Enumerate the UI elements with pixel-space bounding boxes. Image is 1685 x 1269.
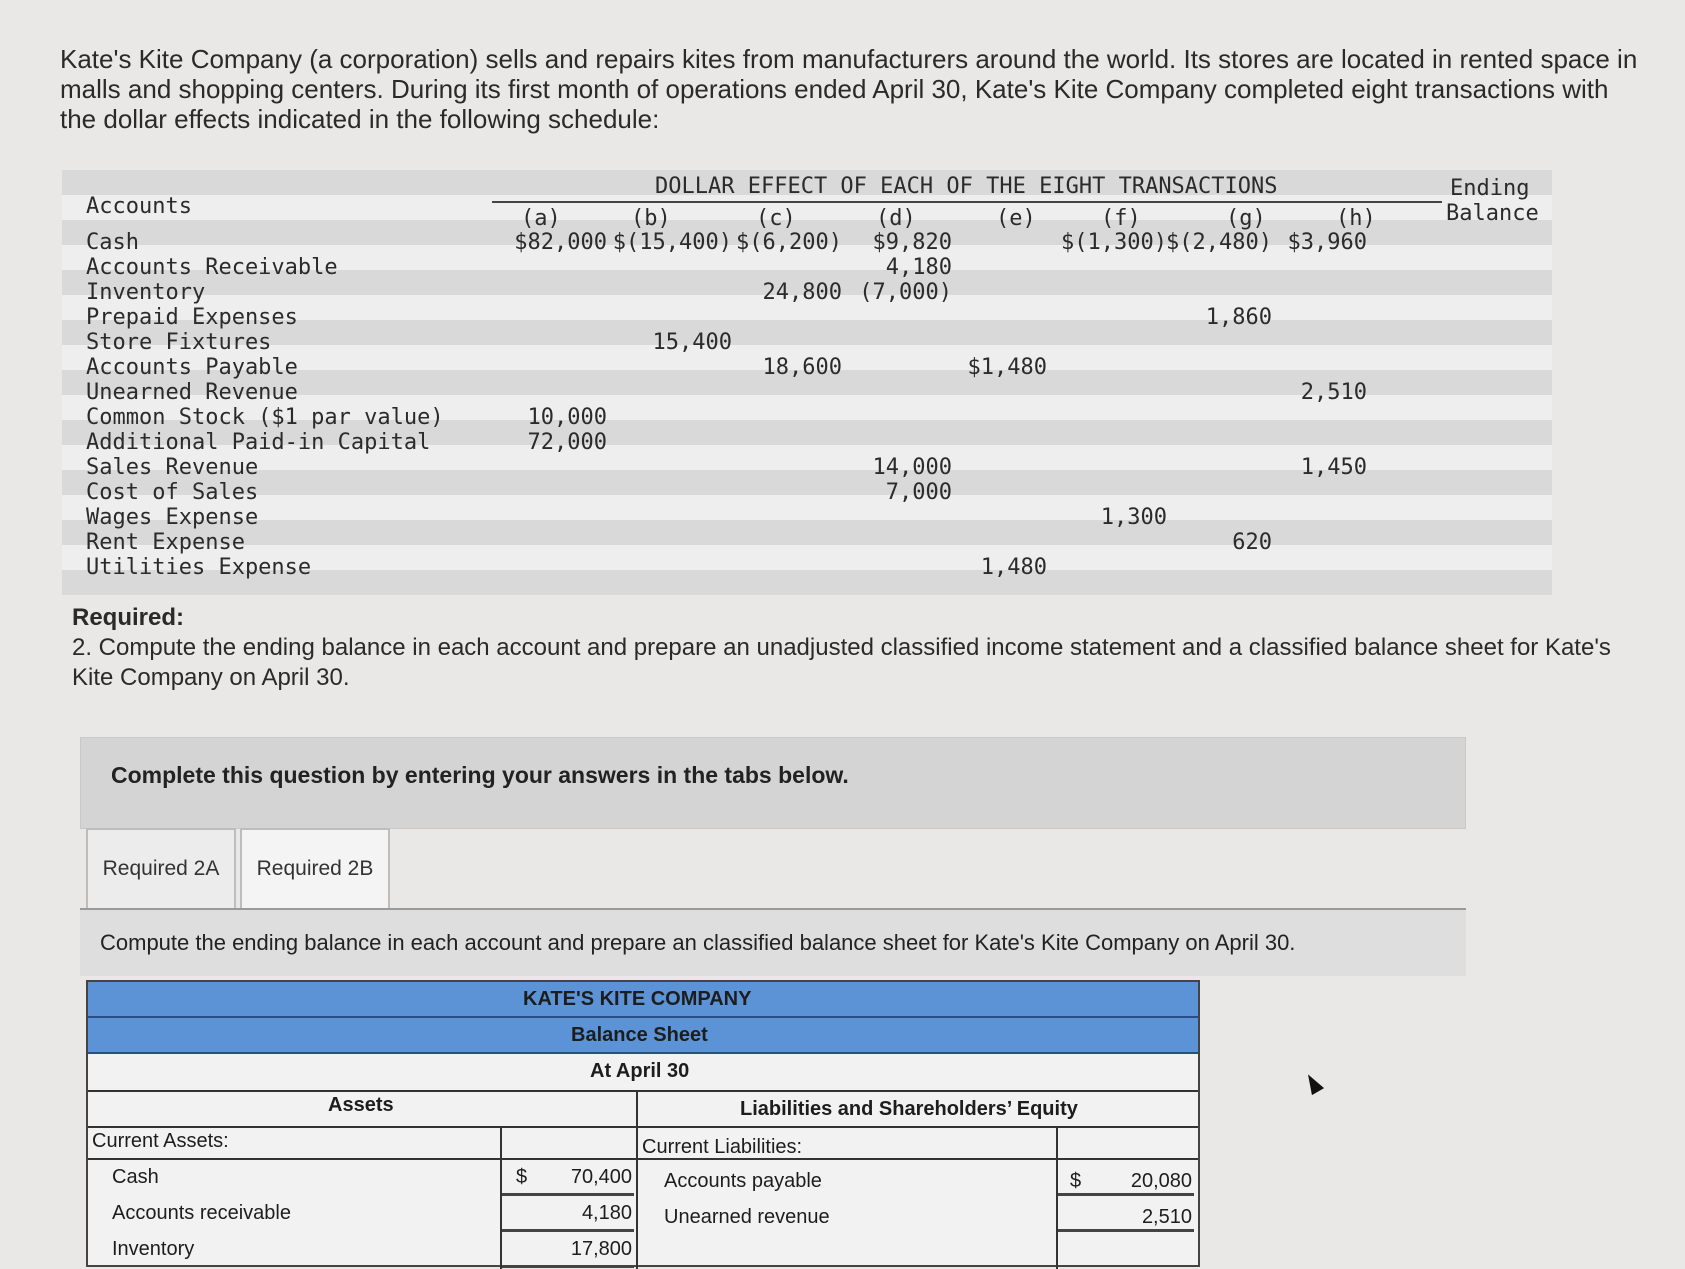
account-name: Rent Expense: [86, 530, 245, 555]
transaction-value: 4,180: [885, 255, 952, 280]
transaction-value: 1,480: [980, 555, 1047, 580]
liability-amount: 2,510: [1141, 1206, 1192, 1228]
column-header: (e): [996, 206, 1036, 231]
transaction-value: 15,400: [652, 330, 732, 355]
transaction-value: 10,000: [527, 405, 607, 430]
transaction-value: 1,860: [1205, 305, 1272, 330]
assets-header: Assets: [328, 1094, 394, 1116]
transaction-value: 18,600: [762, 355, 842, 380]
account-name: Cash: [86, 230, 139, 255]
ending-balance-header-2: Balance: [1446, 201, 1539, 226]
schedule-header-title: DOLLAR EFFECT OF EACH OF THE EIGHT TRANSACTIONS: [655, 174, 1278, 199]
required-text: 2. Compute the ending balance in each account and prepare an unadjusted classified income statement and a classified balance sheet for Kate's Kite Company on April 30.: [72, 634, 1611, 691]
liability-label[interactable]: Unearned revenue: [664, 1206, 830, 1228]
transaction-value: 14,000: [872, 455, 952, 480]
transaction-value: 7,000: [885, 480, 952, 505]
transaction-value: 24,800: [762, 280, 842, 305]
accounts-header: Accounts: [86, 194, 192, 219]
account-name: Accounts Payable: [86, 355, 298, 380]
tab-instruction: [80, 908, 1466, 976]
transaction-schedule: [62, 170, 1552, 590]
complete-prompt: Complete this question by entering your answers in the tabs below.: [111, 762, 849, 788]
liability-label[interactable]: Accounts payable: [664, 1170, 822, 1192]
transaction-value: (7,000): [859, 280, 952, 305]
required-label: Required:: [72, 604, 185, 631]
column-header: (g): [1226, 206, 1266, 231]
asset-amount: 17,800: [570, 1238, 632, 1260]
asset-label[interactable]: Accounts receivable: [112, 1202, 291, 1224]
account-name: Store Fixtures: [86, 330, 272, 355]
current-liabilities-label: Current Liabilities:: [642, 1136, 803, 1158]
transaction-value: 1,300: [1100, 505, 1167, 530]
balance-sheet: [86, 980, 1200, 1267]
transaction-value: 620: [1232, 530, 1272, 555]
account-name: Common Stock ($1 par value): [86, 405, 444, 430]
asset-label[interactable]: Inventory: [112, 1238, 195, 1260]
column-header: (f): [1101, 206, 1141, 231]
mouse-cursor: [1302, 1071, 1324, 1095]
transaction-value: $1,480: [967, 355, 1047, 380]
account-name: Wages Expense: [86, 505, 259, 530]
transaction-value: 1,450: [1300, 455, 1367, 480]
asset-amount: 70,400: [570, 1166, 632, 1188]
statement-date: At April 30: [590, 1060, 690, 1082]
account-name: Unearned Revenue: [86, 380, 298, 405]
transaction-value: $3,960: [1287, 230, 1367, 255]
column-header: (b): [631, 206, 671, 231]
asset-amount: 4,180: [581, 1202, 632, 1224]
transaction-value: 2,510: [1300, 380, 1367, 405]
transaction-value: $(15,400): [612, 230, 732, 255]
required-section: [72, 603, 1632, 693]
transaction-value: $82,000: [514, 230, 607, 255]
company-name: KATE'S KITE COMPANY: [523, 988, 752, 1010]
statement-title: Balance Sheet: [571, 1024, 708, 1046]
account-name: Inventory: [86, 280, 206, 305]
asset-label[interactable]: Cash: [112, 1166, 159, 1188]
column-header: (a): [521, 206, 561, 231]
tab-required-2b[interactable]: Required 2B: [240, 828, 390, 908]
dollar-sign: $: [516, 1166, 528, 1188]
column-header: (c): [756, 206, 796, 231]
transaction-value: 72,000: [527, 430, 607, 455]
account-name: Prepaid Expenses: [86, 305, 298, 330]
transaction-value: $(2,480): [1166, 230, 1272, 255]
transaction-value: $(6,200): [736, 230, 842, 255]
ending-balance-header-1: Ending: [1450, 176, 1530, 201]
liabilities-equity-header: Liabilities and Shareholders’ Equity: [740, 1098, 1078, 1120]
column-header: (d): [876, 206, 916, 231]
current-assets-label: Current Assets:: [92, 1130, 229, 1152]
problem-intro: Kate's Kite Company (a corporation) sells and repairs kites from manufacturers around the world. Its stores are located in rented space in malls and shopping centers. During its first month of operations ended April 30, Kate's Kite Company completed eight transactions with the dollar effects indicated in the following schedule:: [60, 44, 1638, 134]
account-name: Additional Paid-in Capital: [86, 430, 431, 455]
account-name: Sales Revenue: [86, 455, 259, 480]
liability-amount: 20,080: [1130, 1170, 1192, 1192]
dollar-sign: $: [1070, 1170, 1082, 1192]
transaction-value: $(1,300): [1061, 230, 1167, 255]
account-name: Utilities Expense: [86, 555, 312, 580]
instruction-text: Compute the ending balance in each account and prepare an classified balance sheet for Kate's Kite Company on April 30.: [100, 930, 1296, 955]
account-name: Cost of Sales: [86, 480, 259, 505]
instructions-box: [80, 737, 1466, 829]
transaction-value: $9,820: [872, 230, 952, 255]
tab-required-2a[interactable]: Required 2A: [86, 828, 236, 908]
account-name: Accounts Receivable: [86, 255, 338, 280]
column-header: (h): [1336, 206, 1376, 231]
